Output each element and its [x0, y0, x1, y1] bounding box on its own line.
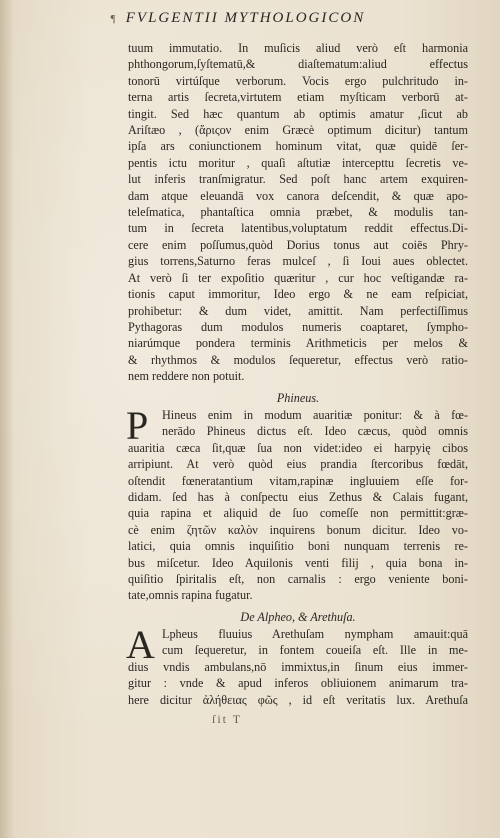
text-line: dius vndis ambulans,nō immixtus,in ſinum eius immer-	[128, 659, 468, 674]
text-line: Ariſtæo , (ἄριςον enim Græcè optimum dicitur) tantum	[128, 123, 468, 138]
text-line: & rhythmos & modulos ſequeretur, effectus verò ratio-	[128, 352, 468, 367]
text-line: tuum immutatio. In muſicis aliud verò eſt harmonia	[128, 41, 468, 55]
text-line: nem reddere non potuit.	[128, 369, 245, 384]
text-line: tum in ſecreta latentibus,voluptatum reddit effectus.Di-	[128, 221, 468, 236]
text-line: quiſitio ſpiritalis eſt, non carnalis : ergo veniente boni-	[128, 572, 468, 587]
text-line: oſtendit fœneratantium vitam,rapinæ ingluuiem eſſe for-	[128, 473, 468, 488]
text-line: quia rapina et aliquid de ſuo comeſſe non permittit:græ-	[128, 506, 468, 521]
text-line: here dicitur ἀλήθειας φῶς , id eſt veritatis lux. Arethuſa	[128, 692, 468, 707]
text-line: tate,omnis rapina fugatur.	[128, 588, 253, 603]
text-line: ipſa ars coniunctionem hominum vitat, quæ quidē ſer-	[128, 139, 468, 154]
running-head	[110, 10, 440, 27]
text-line: gitur : vnde & apud inferos obliuionem animarum tra-	[128, 676, 468, 691]
text-line: bus miſcetur. Ideo Aquilonis venti filij , quia bona in-	[128, 555, 468, 570]
paragraph-music	[128, 40, 468, 385]
text-line: auaritia cæca ſit,quæ ſua non videt:ideo ei harpyię cibos	[128, 440, 468, 455]
text-line: prohibetur: & dum videt, amittit. Nam perfectiſſimus	[128, 303, 468, 318]
text-line: tonorū virtúſque verborum. Vocis ergo pulchritudo in-	[128, 73, 468, 88]
text-line: terna artis ſecreta,virtutem etiam myſticam verborū at-	[128, 90, 468, 105]
text-line: cè enim ζητῶν καλὸν inquirens bonum dicitur. Ideo vo-	[128, 522, 468, 537]
paragraph-phineus	[126, 403, 468, 604]
text-line: didam. ſed has à conſpectu eius Zethus & Calais fugant,	[128, 490, 468, 505]
text-line: lut inferis tranſmigratur. Sed poſt hanc artem exquiren-	[128, 172, 468, 187]
paragraph-alpheus	[126, 622, 468, 708]
section-heading-phineus: Phineus.	[276, 391, 320, 405]
section-heading-alpheus: De Alpheo, & Arethuſa.	[240, 610, 356, 624]
text-line: nerādo Phineus dictus eſt. Ideo cæcus, quòd omnis	[162, 424, 468, 439]
text-line: Lpheus fluuius Arethuſam nympham amauit:quā	[162, 627, 468, 641]
drop-cap: A	[126, 622, 155, 667]
text-line: tionis caput immoritur, Ideo ergo & ne eam reſpiciat,	[128, 287, 468, 302]
signature-mark: ſit T	[212, 712, 243, 726]
text-line: cere enim poſſumus,quòd Dorius tonus aut coiēs Phry-	[128, 237, 468, 252]
text-line: niarúmque pondera terminis Arithmeticis per melos &	[128, 336, 468, 351]
running-head-title: FVLGENTII MYTHOLOGICON	[125, 10, 366, 26]
text-line: Hineus enim in modum auaritiæ ponitur: & à fœ-	[162, 408, 468, 422]
text-line: cum ſequeretur, in fontem coueiſa eſt. Ille in me-	[162, 643, 468, 658]
text-line: At verò ſi ter expoſitio quæritur , cur hoc veſtigandæ ra-	[128, 270, 468, 285]
text-line: Pythagoras dum modulos numeris coaptaret, ſympho-	[128, 319, 468, 334]
drop-cap: P	[126, 403, 149, 448]
page-gutter-shadow	[0, 0, 14, 838]
pilcrow-mark: ¶	[110, 13, 118, 25]
text-line: dam atque eleuandā vox canora deſcendit, & quæ apo-	[128, 188, 468, 203]
text-line: teleſmatica, phantaſtica omnia præbet, & modulis tan-	[128, 205, 468, 220]
text-line: pentis ictu moritur , quaſi aſtutiæ intercepttu ſecretis ve-	[128, 155, 468, 170]
text-line: latici, quia omnis inquiſitio boni nunquam terrenis re-	[128, 539, 468, 554]
text-line: gius torrens,Saturno feras mulceſ , ſi Ioui aues oblectet.	[128, 254, 468, 269]
text-line: tingit. Sed hæc quantum ab optimis amatur ,ſicut ab	[128, 106, 468, 121]
text-line: phthongorum,ſyſtematū,& diaſtematum:aliud effectus	[128, 57, 468, 72]
text-line: arripiunt. At verò quòd eius prandia ſtercoribus fœdāt,	[128, 457, 468, 472]
